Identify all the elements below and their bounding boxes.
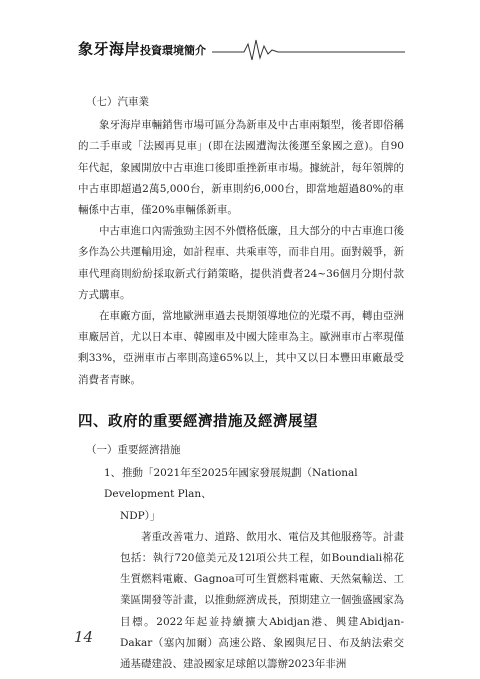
header-title [78,38,206,59]
page-content [78,92,404,675]
gov-item-1-text: 推動「2021年至2025年國家發展規劃（National Development Plan、 [104,467,358,501]
header-title-sub: 投資環境簡介 [140,44,207,57]
page-header [0,34,480,62]
gov-section-title: 四、政府的重要經濟措施及經濟展望 [78,412,318,430]
car-paragraph-3: 在車廠方面，當地歐洲車過去長期領導地位的光環不再，轉由亞洲車廠居首，尤以日本車、韓國車及中國大陸車為主。歐洲車市占率現僅剩33%，亞洲車市占率則高達65%以上，其中又以日本豐田車廠最受消費者青睞。 [78,310,404,386]
gov-item-1-label: 1、 [104,467,122,480]
gov-sub-heading: （一）重要經濟措施 [86,444,181,457]
car-paragraph-2: 中古車進口內需強勁主因不外價格低廉，且大部分的中古車進口後多作為公共運輸用途，如計程車、共乘車等，而非自用。面對競爭，新車代理商則紛紛採取新式行銷策略，提供消費者24~36個月分期付款方式購車。 [78,225,404,301]
gov-item-1 [104,463,404,505]
car-paragraph-1: 象牙海岸車輛銷售市場可區分為新車及中古車兩類型，後者即俗稱的二手車或「法國再見車」(即在法國遭淘汰後運至象國之意)。自90年代起，象國開放中古車進口後即重挫新車市場。據統計，每年領牌的中古車即超過2萬5,000台，新車則約6,000台，即當地超過80%的車輛係中古車，僅20%車輛係新車。 [78,119,404,217]
header-title-main: 象牙海岸 [78,40,141,58]
gov-item-1-paragraph: 著重改善電力、道路、飲用水、電信及其他服務等。計畫包括：執行720億美元及12l項公共工程，如Boundiali棉花生質燃料電廠、Gagnoa可可生質燃料電廠、天然氣輸送、工業區開發等計畫，以推動經濟成長，預期建立一個強盛國家為目標。2022年起並持續擴大Abidjan港、興建Abidjan-Dakar（塞內加爾）高速公路、象國與尼日、布及納法索交通基礎建設、建設國家足球館以籌辦2023年非洲 [120,530,404,671]
gov-item-1-text-cont: NDP）」 [120,509,161,522]
header-heartbeat-line [0,34,480,62]
car-section-heading: （七）汽車業 [86,96,149,108]
page-number: 14 [74,628,94,646]
